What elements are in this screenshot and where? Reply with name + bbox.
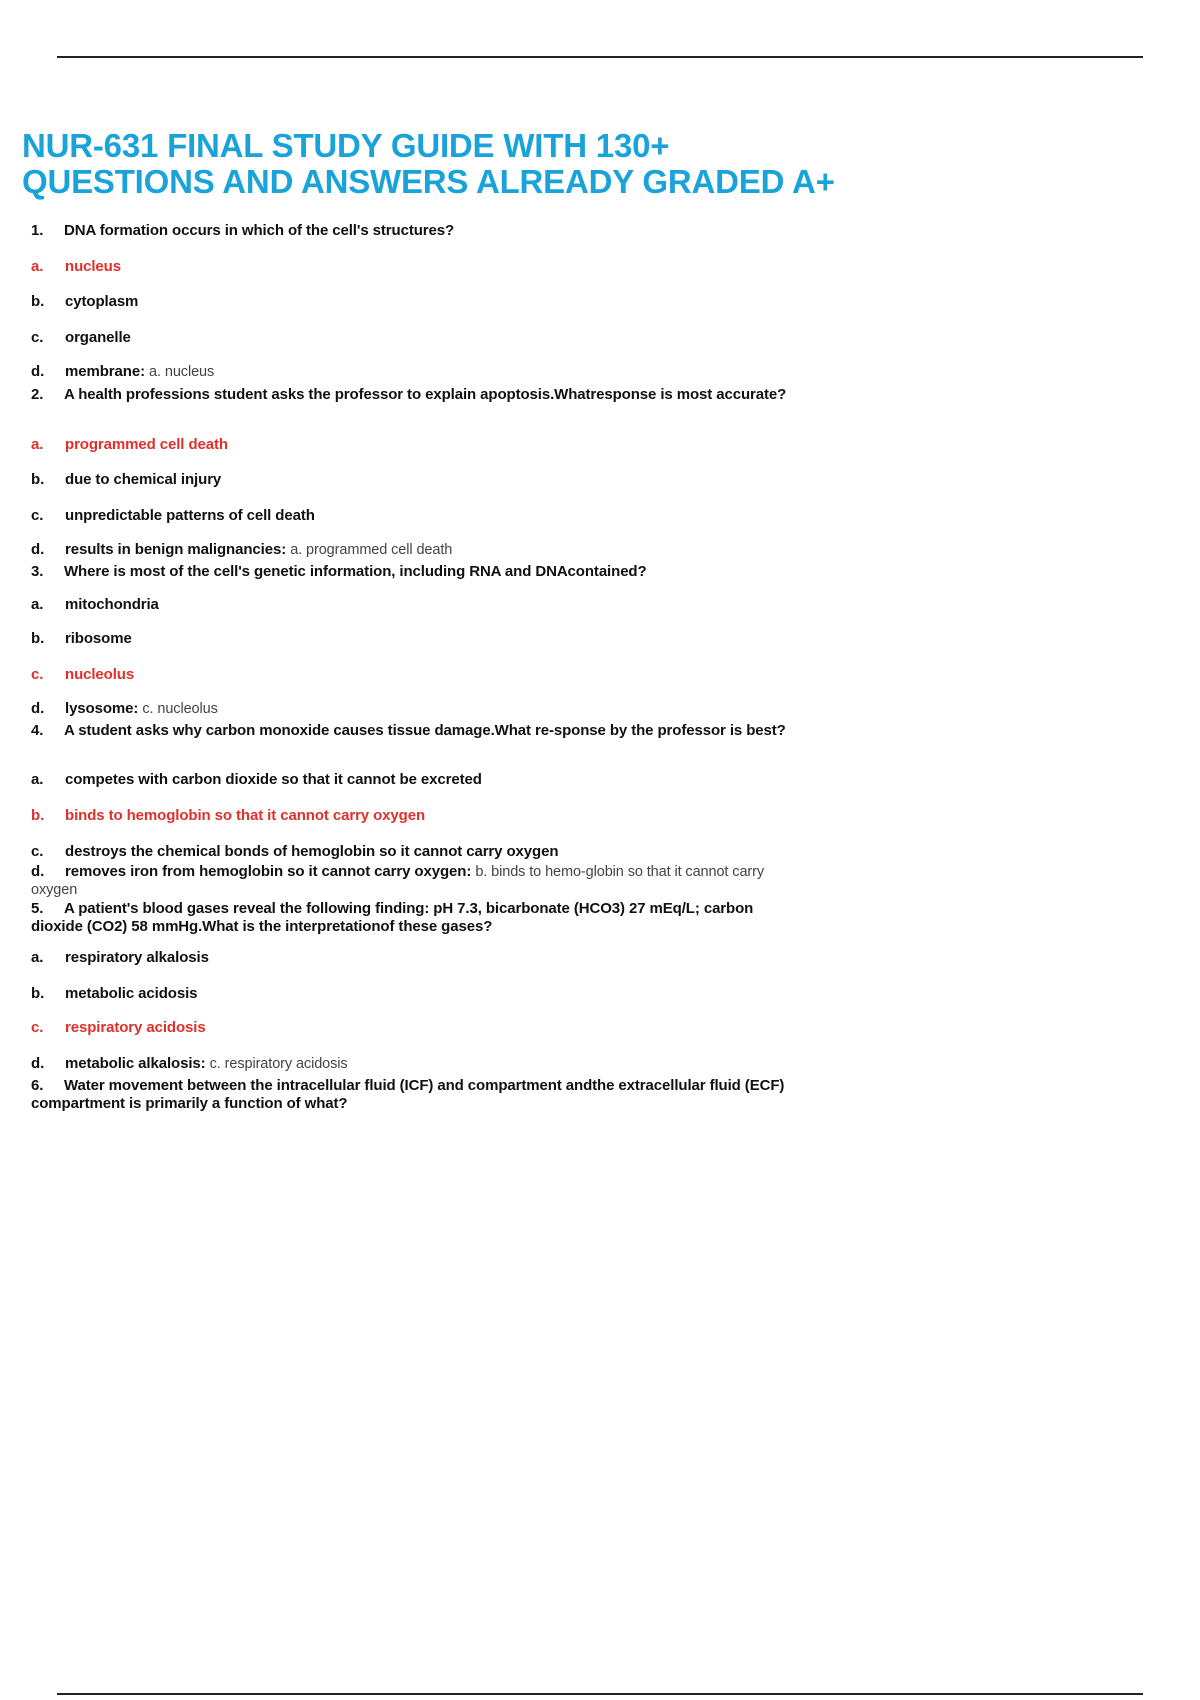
q2-option-d: d. results in benign malignancies: a. programmed cell death [31,541,453,558]
question-4: 4. A student asks why carbon monoxide causes tissue damage.What re-sponse by the professor is best? [31,722,786,739]
top-rule [57,56,1143,58]
page-title [22,128,1022,200]
q5-answer: c. respiratory acidosis [209,1056,348,1072]
question-2: 2. A health professions student asks the professor to explain apoptosis.Whatresponse is most accurate? [31,386,787,403]
q2-option-c: c. unpredictable patterns of cell death [31,507,315,524]
bottom-rule [57,1693,1143,1695]
q1-option-b: b. cytoplasm [31,293,139,310]
q1-option-a: a. nucleus [31,258,121,275]
question-5-text: A patient's blood gases reveal the following finding: pH 7.3, bicarbonate (HCO3) 27 mEq/L; carbon dioxide (CO2) 58 mmHg.What is the interpretationof these gases? [31,900,754,935]
q4-option-c: c. destroys the chemical bonds of hemoglobin so it cannot carry oxygen [31,843,559,860]
q3-option-b: b. ribosome [31,630,132,647]
title-line-1: NUR-631 FINAL STUDY GUIDE WITH 130+ [22,127,670,164]
q3-answer: c. nucleolus [142,701,218,717]
question-3-text: Where is most of the cell's genetic information, including RNA and DNAcontained? [64,563,647,580]
q4-option-b: b. binds to hemoglobin so that it cannot carry oxygen [31,807,426,824]
q4-option-d: d. removes iron from hemoglobin so it cannot carry oxygen: b. binds to hemo-globin so that it cannot carry oxygen [31,863,765,898]
q4-option-a: a. competes with carbon dioxide so that it cannot be excreted [31,771,482,788]
q2-option-a: a. programmed cell death [31,436,228,453]
q3-option-c: c. nucleolus [31,666,135,683]
question-3: 3. Where is most of the cell's genetic information, including RNA and DNAcontained? [31,563,647,580]
question-1-text: DNA formation occurs in which of the cell's structures? [64,222,455,239]
q5-option-b: b. metabolic acidosis [31,985,198,1002]
q1-option-d: d. membrane: a. nucleus [31,363,215,380]
q3-option-d: d. lysosome: c. nucleolus [31,700,218,717]
question-5: 5. A patient's blood gases reveal the following finding: pH 7.3, bicarbonate (HCO3) 27 mEq/L; carbon dioxide (CO2) 58 mmHg.What is the interpretationof these gases? [31,900,754,935]
q3-option-a: a. mitochondria [31,596,159,613]
q5-option-a: a. respiratory alkalosis [31,949,209,966]
q1-answer: a. nucleus [149,364,215,380]
question-4-text: A student asks why carbon monoxide causes tissue damage.What re-sponse by the professor is best? [64,722,786,739]
question-2-text: A health professions student asks the professor to explain apoptosis.Whatresponse is most accurate? [64,386,787,403]
q5-option-c: c. respiratory acidosis [31,1019,206,1036]
question-6: 6. Water movement between the intracellular fluid (ICF) and compartment andthe extracellular fluid (ECF) compartment is primarily a function of what? [31,1077,785,1112]
q4-answer: b. binds to hemo-globin so that it cannot carry oxygen [31,864,765,898]
q2-option-b: b. due to chemical injury [31,471,222,488]
q1-option-c: c. organelle [31,329,131,346]
question-1: 1. DNA formation occurs in which of the cell's structures? [31,222,455,239]
q2-answer: a. programmed cell death [290,542,453,558]
title-line-2: QUESTIONS AND ANSWERS ALREADY GRADED A+ [22,163,835,200]
q5-option-d: d. metabolic alkalosis: c. respiratory acidosis [31,1055,348,1072]
question-6-text: Water movement between the intracellular fluid (ICF) and compartment andthe extracellular fluid (ECF) compartment is primarily a function of what? [31,1077,785,1112]
